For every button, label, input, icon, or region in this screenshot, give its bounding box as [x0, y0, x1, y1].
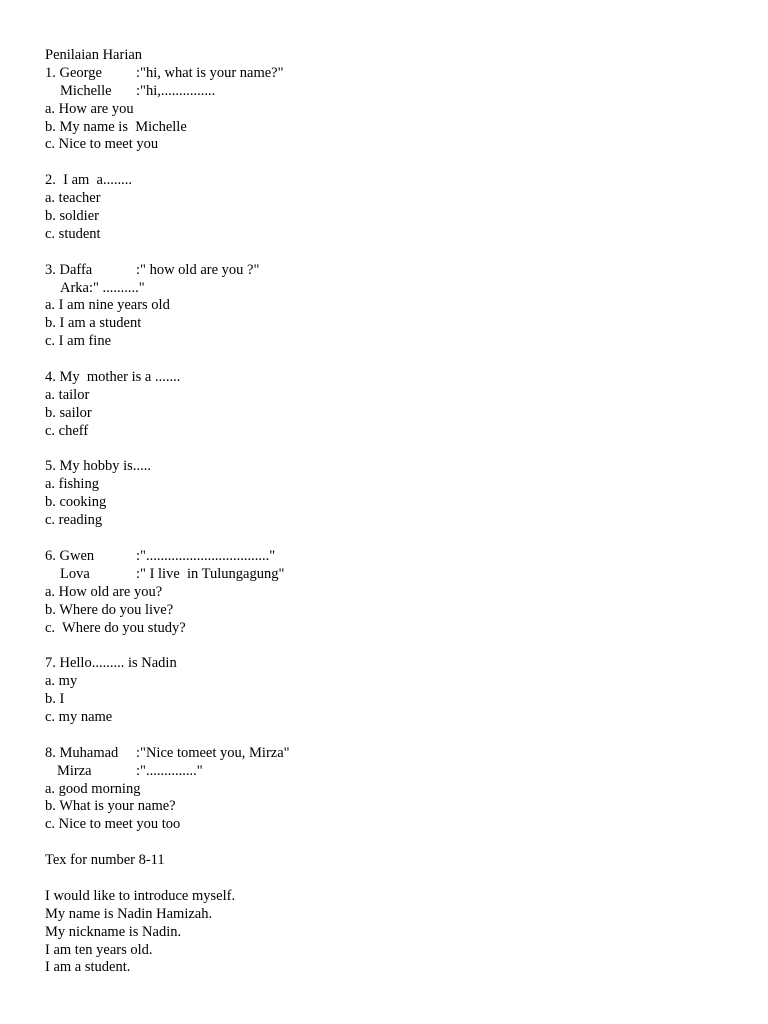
answer-option: c. Where do you study? [45, 619, 186, 636]
speaker-name: 1. George [45, 64, 102, 81]
answer-option: a. good morning [45, 780, 141, 797]
passage-line: My name is Nadin Hamizah. [45, 905, 213, 922]
answer-option: c. my name [45, 708, 113, 725]
dialogue-line [45, 83, 745, 101]
answer-option: c. reading [45, 512, 103, 529]
passage-line: I am ten years old. [45, 941, 153, 958]
question-4 [45, 369, 745, 441]
dialogue-line [45, 262, 745, 280]
dialogue-text: :".................................." [136, 547, 276, 564]
passage-line: I would like to introduce myself. [45, 887, 236, 904]
question-text: 5. My hobby is..... [45, 458, 151, 475]
dialogue-line [45, 548, 745, 566]
speaker-name: 8. Muhamad [45, 744, 119, 761]
answer-option: c. Nice to meet you too [45, 816, 181, 833]
dialogue-line [45, 566, 745, 584]
speaker-name: Mirza [57, 762, 92, 779]
answer-option: c. I am fine [45, 333, 112, 350]
dialogue-text: :"Nice tomeet you, Mirza" [136, 744, 290, 761]
passage-line: I am a student. [45, 959, 131, 976]
answer-option: a. fishing [45, 476, 99, 493]
question-text: 7. Hello......... is Nadin [45, 655, 177, 672]
answer-option: b. I am a student [45, 315, 142, 332]
passage-line: My nickname is Nadin. [45, 923, 182, 940]
reading-text-heading: Tex for number 8-11 [45, 852, 165, 869]
spacer [45, 870, 745, 888]
answer-option: c. Nice to meet you [45, 136, 159, 153]
answer-option: b. What is your name? [45, 798, 176, 815]
question-2 [45, 172, 745, 244]
dialogue-text: :".............." [136, 762, 203, 779]
speaker-name: 6. Gwen [45, 547, 95, 564]
spacer [45, 351, 745, 369]
question-text: 2. I am a........ [45, 172, 132, 189]
spacer [45, 244, 745, 262]
answer-option: a. teacher [45, 190, 101, 207]
spacer [45, 154, 745, 172]
spacer [45, 727, 745, 745]
question-8 [45, 745, 745, 834]
answer-option: a. I am nine years old [45, 297, 170, 314]
speaker-name: Michelle [60, 82, 112, 99]
spacer [45, 530, 745, 548]
answer-option: a. How are you [45, 100, 134, 117]
answer-option: a. tailor [45, 386, 90, 403]
answer-option: a. How old are you? [45, 583, 163, 600]
question-1 [45, 65, 745, 154]
speaker-name: 3. Daffa [45, 261, 93, 278]
reading-passage [45, 888, 745, 977]
answer-option: b. I [45, 691, 65, 708]
question-3 [45, 262, 745, 351]
answer-option: a. my [45, 673, 78, 690]
speaker-name: Lova [60, 565, 90, 582]
answer-option: b. sailor [45, 404, 92, 421]
spacer [45, 441, 745, 459]
answer-option: c. cheff [45, 422, 89, 439]
dialogue-line [45, 65, 745, 83]
worksheet [45, 47, 745, 977]
dialogue-text: :"hi, what is your name?" [136, 64, 284, 81]
dialogue-text: :" I live in Tulungagung" [136, 565, 285, 582]
spacer [45, 637, 745, 655]
answer-option: b. Where do you live? [45, 601, 174, 618]
question-5 [45, 458, 745, 530]
question-6 [45, 548, 745, 637]
dialogue-line [45, 763, 745, 781]
answer-option: b. cooking [45, 494, 107, 511]
dialogue-line [45, 745, 745, 763]
question-text: 4. My mother is a ....... [45, 369, 181, 386]
dialogue-line: Arka:" .........." [60, 279, 145, 296]
dialogue-text: :" how old are you ?" [136, 261, 260, 278]
dialogue-text: :"hi,............... [136, 82, 216, 99]
spacer [45, 834, 745, 852]
answer-option: b. soldier [45, 208, 99, 225]
worksheet-title: Penilaian Harian [45, 47, 143, 63]
answer-option: c. student [45, 225, 101, 242]
answer-option: b. My name is Michelle [45, 118, 187, 135]
question-7 [45, 655, 745, 727]
